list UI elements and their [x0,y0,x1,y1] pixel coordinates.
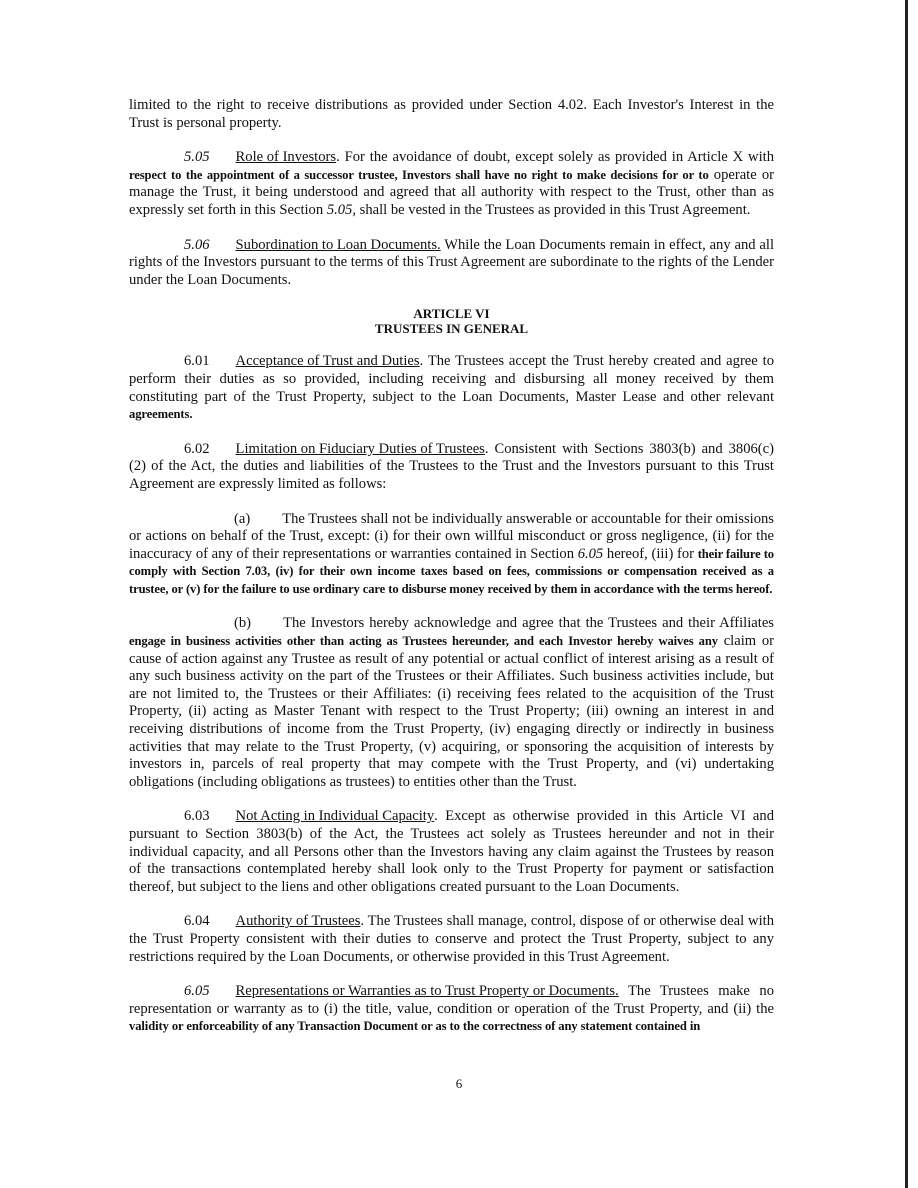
section-number: 6.02 [184,440,210,457]
text: operate or manage the Trust, it being understood and agreed that all authority with respect to the Trust, other than as expressly set forth in this Section [129,166,774,218]
section-heading: Role of Investors [235,149,337,166]
text: . The Trustees shall manage, control, dispose of or otherwise deal with the Trust Property consistent with their duties to conserve and protect the Trust Property, subject to any restrictions required by the Loan Documents, or otherwise provided in this Trust Agreement. [129,913,774,965]
text: . For the avoidance of doubt, except solely as provided in Article X with [336,149,774,166]
section-heading: Not Acting in Individual Capacity [235,808,435,825]
bold-text: respect to the appointment of a successor trustee, Investors shall have no right to make decisions for or to [129,167,709,182]
section-heading: Subordination to Loan Documents. [235,236,441,253]
section-number: 6.01 [184,353,210,370]
paragraph-intro [129,97,774,132]
text: . The Trustees accept the Trust hereby created and agree to perform their duties as so provided, including receiving and disbursing all money received by them constituting part of the Trust Property, subject to the Loan Documents, Master Lease and other relevant [129,353,774,405]
section-6-02-b [129,615,774,791]
section-6-04 [129,913,774,966]
section-number: 5.05 [184,149,210,166]
text: . Consistent with Sections 3803(b) and 3806(c)(2) of the Act, the duties and liabilities of the Trustees to the Trust and the Investors pursuant to this Trust Agreement are expressly limited as follows: [129,440,774,492]
text: The Trustees make no representation or warranty as to (i) the title, value, condition or operation of the Trust Property, and (ii) the [129,983,774,1017]
paragraph-text: limited to the right to receive distributions as provided under Section 4.02. Each Investor's Interest in the Trust is personal property. [129,97,774,131]
section-number: 6.05 [184,983,210,1000]
text: The Investors hereby acknowledge and agree that the Trustees and their Affiliates [283,615,774,632]
section-6-05 [129,983,774,1036]
bold-text: their failure to comply with Section 7.03, (iv) for their own income taxes based on fees, commissions or compensation received as a trustee, or (v) for the failure to use ordinary care to disburse money received by them in accordance with the terms hereof. [129,546,774,596]
scan-edge [905,0,908,1188]
article-subtitle: TRUSTEES IN GENERAL [374,321,529,337]
text: hereof, (iii) for [603,545,698,562]
text: . Except as otherwise provided in this Article VI and pursuant to Section 3803(b) of the Act, the Trustees act solely as Trustees hereunder and not in their individual capacity, and all Persons other than the Investors having any claim against the Trustees by reason of the transactions contemplated hereby shall look only to the Trust Property for payment or satisfaction thereof, but subject to the liens and other obligations created pursuant to the Loan Documents. [129,808,774,895]
page-number: 6 [455,1075,463,1091]
section-ref: 6.05 [577,545,604,562]
bold-text: agreements. [129,407,193,422]
bold-text: validity or enforceability of any Transaction Document or as to the correctness of any statement contained in [129,1019,701,1034]
text: The Trustees shall not be individually answerable or accountable for their omissions or actions on behalf of the Trust, except: (i) for their own willful misconduct or gross negligence, (ii) for the inaccuracy of any of their representations or warranties contained in Section [129,510,774,562]
article-heading [129,306,774,336]
section-heading: Authority of Trustees [235,913,361,930]
section-ref: 5.05, [326,201,356,218]
section-6-01 [129,353,774,423]
section-6-02-a [129,511,774,599]
text: claim or cause of action against any Trustee as result of any potential or actual conflict of interest arising as a result of any such business activity on the part of the Trustees or their Affiliates. Such business activities include, but are not limited to, the Trustees or their Affiliates: (i) receiving fees related to the acquisition of the Trust Property, (ii) acting as Master Tenant with respect to the Trust Property; (iii) owning an interest in and receiving distributions of income from the Trust Property, (iv) engaging directly or indirectly in business activities that may relate to the Trust Property, (v) acquiring, or sponsoring the acquisition of interests by investors in, parcels of real property that may compete with the Trust Property, and (vi) undertaking obligations (including obligations as trustees) to entities other than the Trust. [129,633,774,790]
section-number: 6.03 [184,808,210,825]
section-6-02 [129,441,774,494]
section-5-05 [129,149,774,219]
subsection-number: (a) [234,510,251,527]
section-5-06 [129,237,774,290]
section-heading: Representations or Warranties as to Trust Property or Documents. [235,983,619,1000]
section-heading: Acceptance of Trust and Duties [235,353,420,370]
section-number: 5.06 [184,236,210,253]
section-6-03 [129,808,774,896]
text: shall be vested in the Trustees as provided in this Trust Agreement. [356,201,751,218]
article-title: ARTICLE VI [413,306,490,322]
section-number: 6.04 [184,913,210,930]
subsection-number: (b) [234,615,252,632]
text: While the Loan Documents remain in effect, any and all rights of the Investors pursuant to the terms of this Trust Agreement are subordinate to the rights of the Lender under the Loan Documents. [129,236,774,288]
section-heading: Limitation on Fiduciary Duties of Trustees [235,440,485,457]
bold-text: engage in business activities other than acting as Trustees hereunder, and each Investor hereby waives any [129,634,718,649]
